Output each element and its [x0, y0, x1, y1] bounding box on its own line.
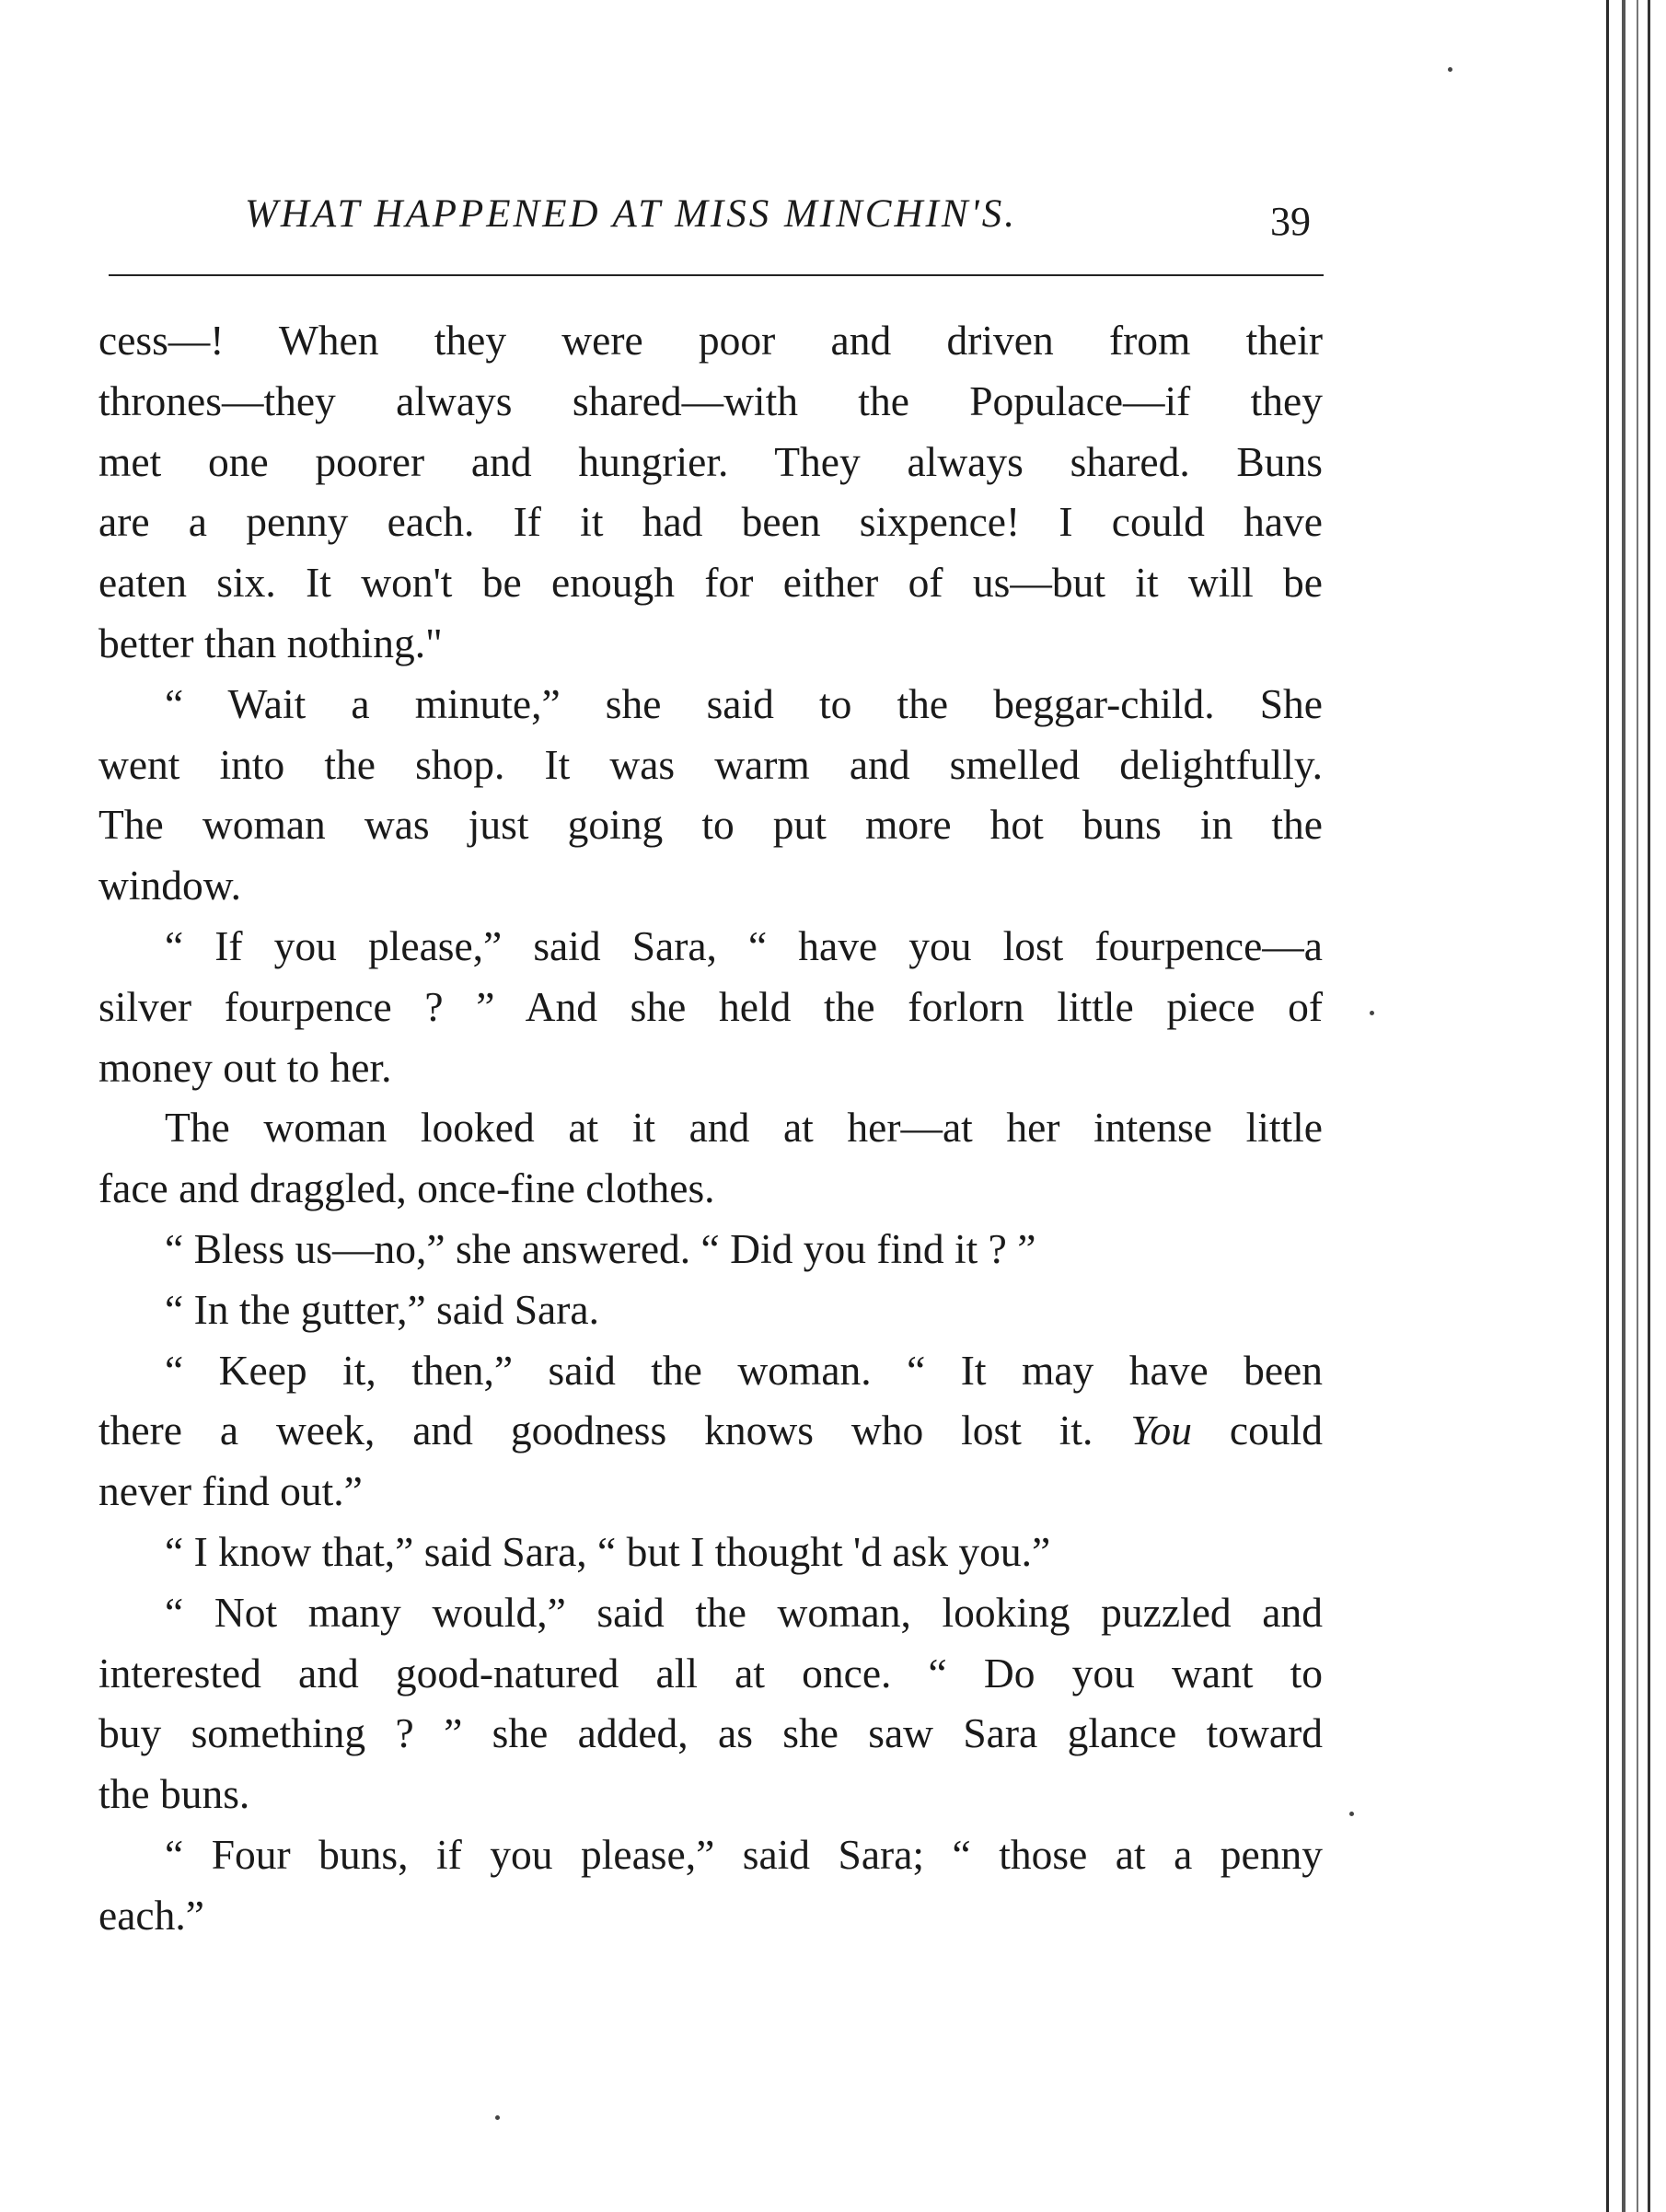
- binding-edge-line: [1648, 0, 1650, 2212]
- scan-speck: [1349, 1812, 1354, 1816]
- text-line: “ Four buns, if you please,” said Sara; “ those at a penny: [165, 1830, 1323, 1878]
- text-line: buy something ? ” she added, as she saw Sara glance toward: [98, 1709, 1323, 1757]
- text-line: window.: [98, 862, 242, 909]
- text-line: “ Keep it, then,” said the woman. “ It may have been: [165, 1346, 1323, 1394]
- text-line: are a penny each. If it had been sixpence! I could have: [98, 498, 1323, 546]
- text-line: money out to her.: [98, 1043, 392, 1091]
- text-line: The woman looked at it and at her—at her intense little: [165, 1104, 1323, 1152]
- text-line: “ Bless us—no,” she answered. “ Did you find it ? ”: [165, 1224, 1036, 1272]
- binding-edge-line: [1637, 0, 1638, 2212]
- text-line: better than nothing.": [98, 619, 443, 666]
- text-line: interested and good-natured all at once. “ Do you want to: [98, 1649, 1323, 1697]
- text-line: “ If you please,” said Sara, “ have you lost fourpence—a: [165, 921, 1323, 969]
- text-line: “ Wait a minute,” she said to the beggar-child. She: [165, 679, 1323, 727]
- page-number: 39: [1270, 199, 1311, 244]
- text-line: “ In the gutter,” said Sara.: [165, 1285, 599, 1333]
- header-rule: [109, 274, 1324, 276]
- text-fragment: could: [1191, 1407, 1323, 1454]
- text-line: “ I know that,” said Sara, “ but I thought 'd ask you.”: [165, 1527, 1051, 1575]
- text-line: each.”: [98, 1891, 204, 1939]
- scan-speck: [1370, 1011, 1374, 1015]
- running-title: WHAT HAPPENED AT MISS MINCHIN'S.: [245, 192, 1017, 236]
- text-line: the buns.: [98, 1770, 250, 1818]
- text-line: met one poorer and hungrier. They always shared. Buns: [98, 437, 1323, 485]
- text-line: went into the shop. It was warm and smelled delightfully.: [98, 740, 1323, 788]
- text-line: The woman was just going to put more hot buns in the: [98, 801, 1323, 849]
- scan-speck: [1448, 67, 1452, 72]
- text-line: “ Not many would,” said the woman, looking puzzled and: [165, 1588, 1323, 1636]
- text-line: silver fourpence ? ” And she held the forlorn little piece of: [98, 982, 1323, 1030]
- text-line: eaten six. It won't be enough for either of us—but it will be: [98, 559, 1323, 607]
- text-line: [98, 1400, 1323, 1461]
- text-fragment: there a week, and goodness knows who lost it.: [98, 1407, 1131, 1454]
- text-line: face and draggled, once-fine clothes.: [98, 1164, 715, 1212]
- binding-edge-line: [1622, 0, 1626, 2212]
- body-text: [98, 310, 1323, 1946]
- text-line: cess—! When they were poor and driven from their: [98, 317, 1323, 364]
- scan-speck: [495, 2115, 500, 2120]
- text-line: thrones—they always shared—with the Populace—if they: [98, 376, 1323, 424]
- binding-edge-line: [1606, 0, 1609, 2212]
- italic-emphasis: You: [1130, 1407, 1192, 1454]
- text-line: never find out.”: [98, 1467, 363, 1515]
